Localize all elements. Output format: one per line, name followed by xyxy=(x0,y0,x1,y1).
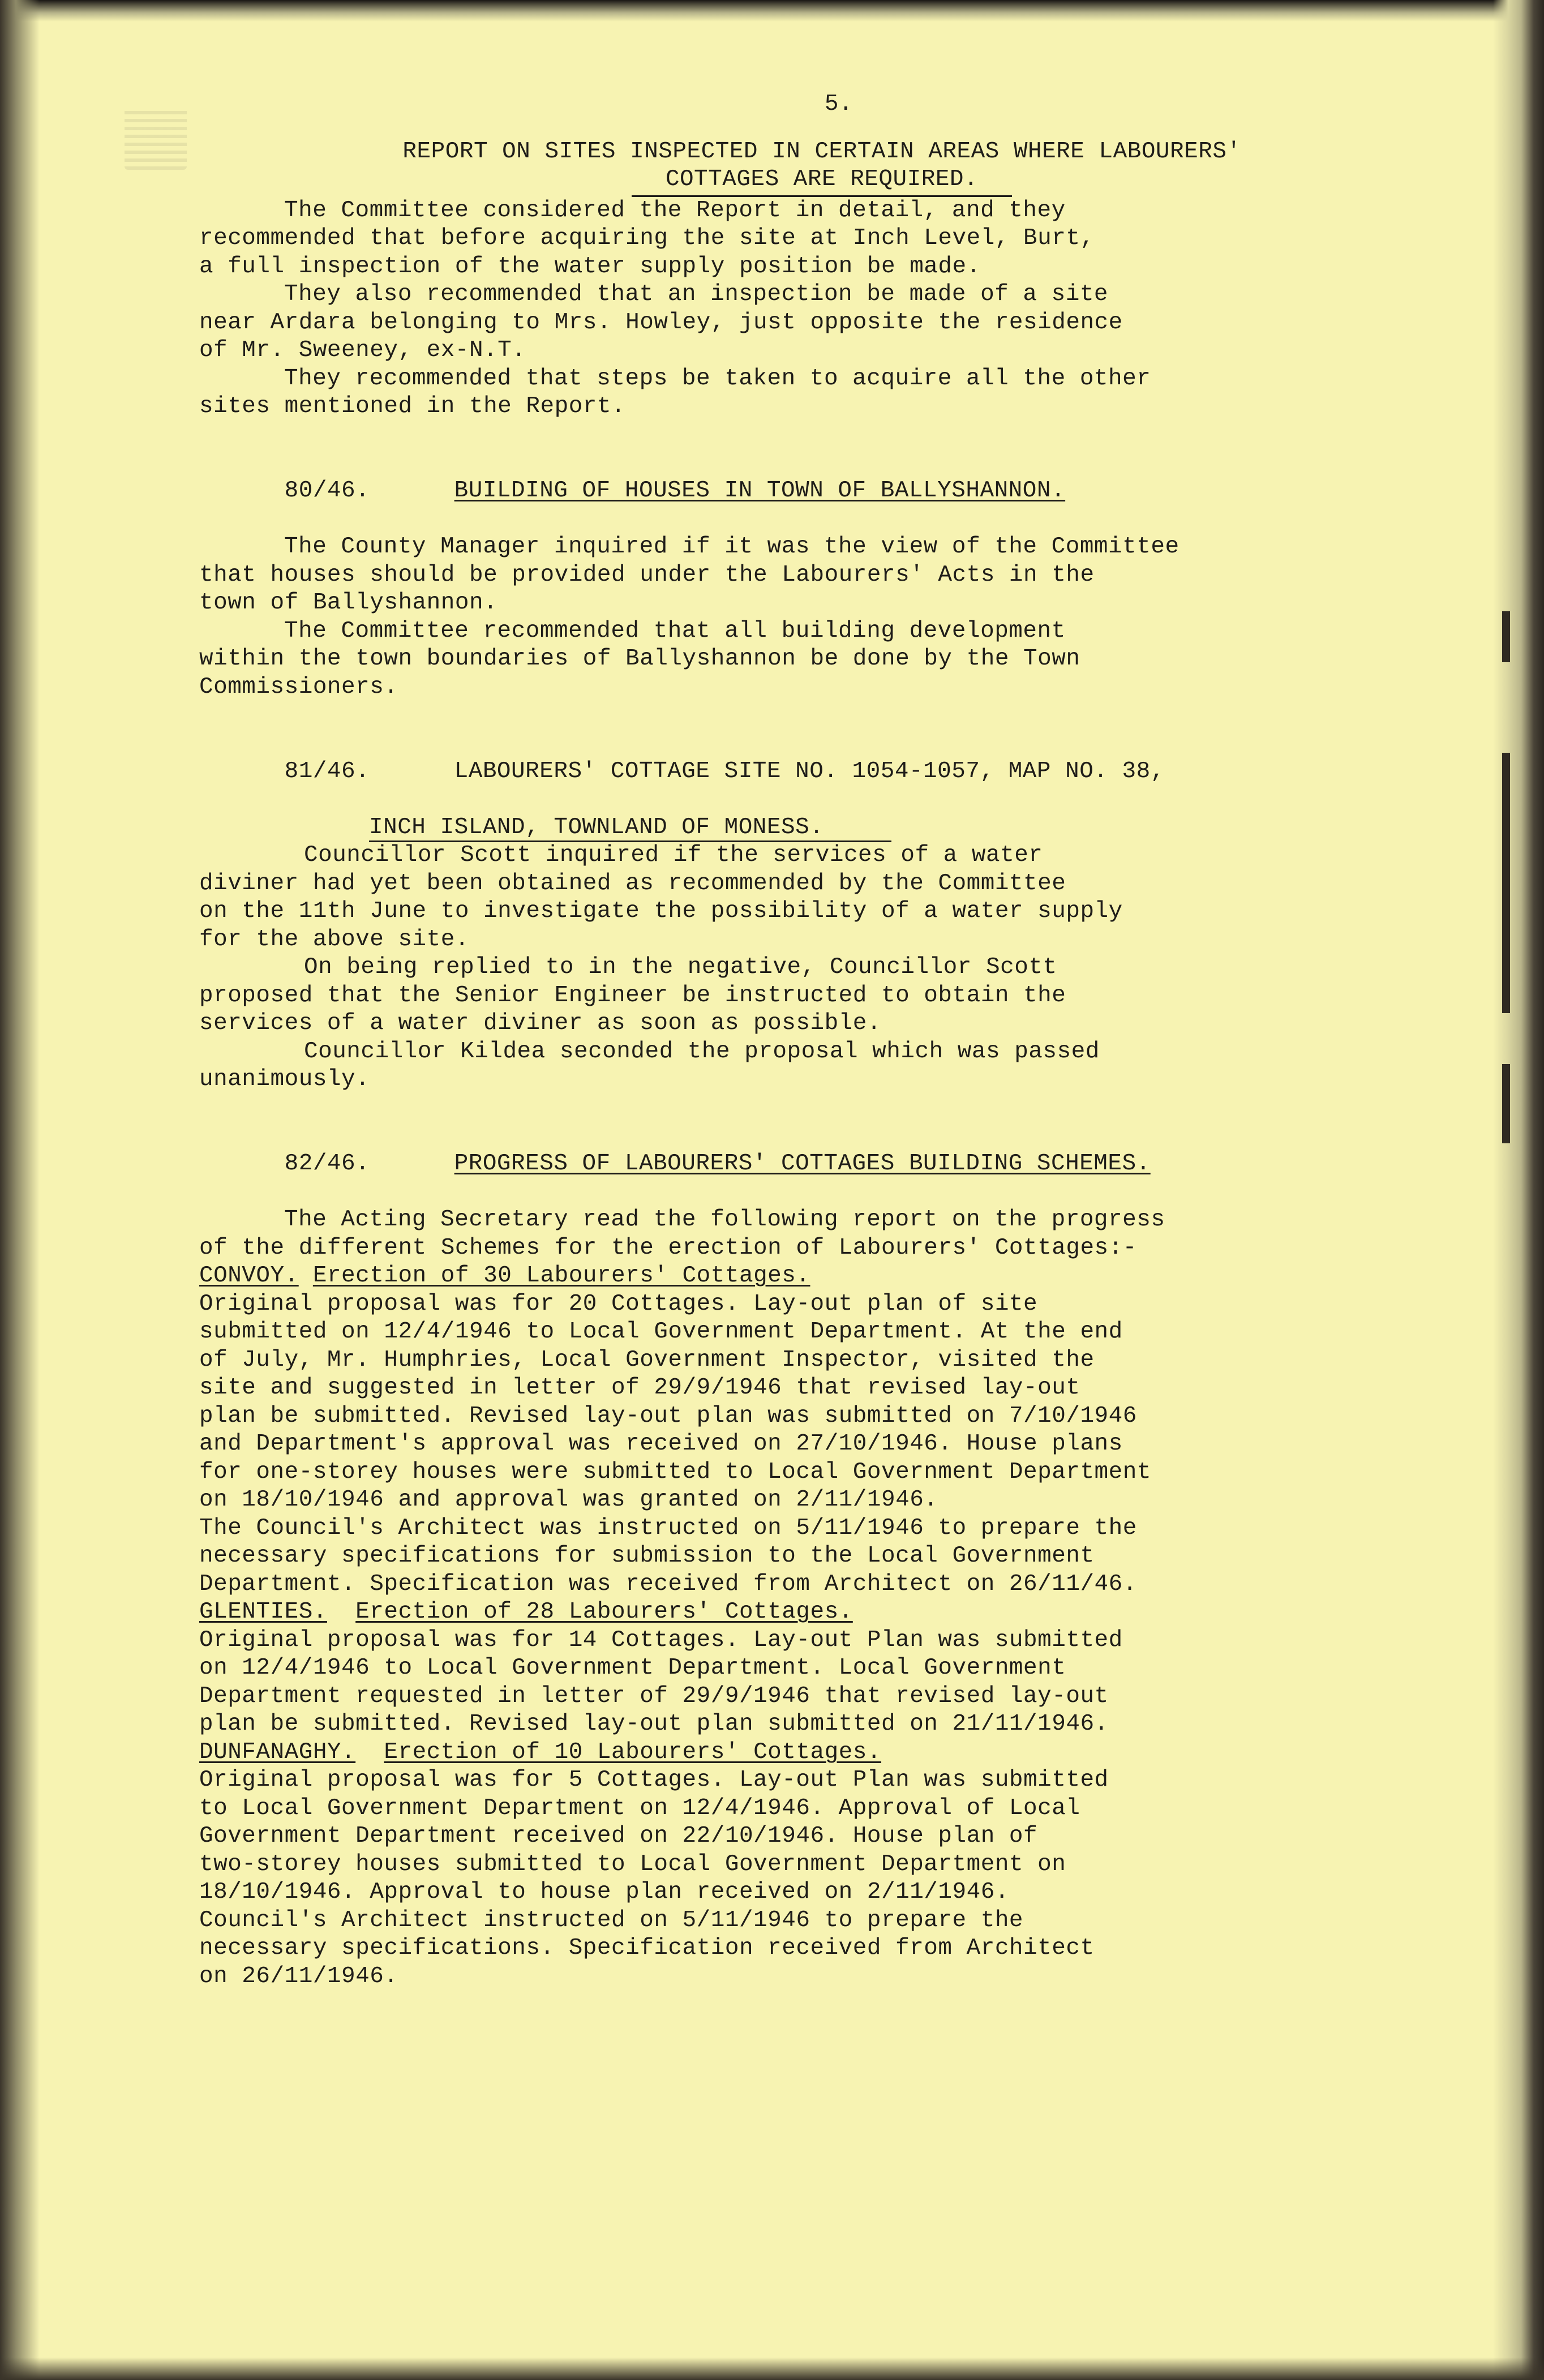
page-bottom-shadow xyxy=(0,2357,1544,2380)
minute-line: on the 11th June to investigate the possibility of a water supply xyxy=(199,898,1123,924)
report-line: They also recommended that an inspection be made of a site xyxy=(284,281,1109,307)
report-heading xyxy=(199,138,1376,197)
report-line: a full inspection of the water supply position be made. xyxy=(199,253,981,280)
minute-line: services of a water diviner as soon as possible. xyxy=(199,1010,881,1036)
report-line: sites mentioned in the Report. xyxy=(199,393,626,419)
minute-82-heading xyxy=(199,1122,1376,1207)
binding-mark xyxy=(1502,1064,1510,1143)
scheme-line: site and suggested in letter of 29/9/1946 that revised lay-out xyxy=(199,1375,1080,1401)
scheme-line: necessary specifications for submission to the Local Government xyxy=(199,1543,1095,1569)
scheme-line: on 26/11/1946. xyxy=(199,1963,398,1989)
report-title-line1: REPORT ON SITES INSPECTED IN CERTAIN AREAS WHERE LABOURERS' xyxy=(402,138,1241,165)
minute-number: 82/46. xyxy=(284,1151,370,1177)
scheme-line: for one-storey houses were submitted to Local Government Department xyxy=(199,1459,1151,1485)
minute-line: Councillor Scott inquired if the services of a water xyxy=(304,842,1043,868)
scheme-line: of July, Mr. Humphries, Local Government Inspector, visited the xyxy=(199,1346,1095,1373)
minute-line: The County Manager inquired if it was the view of the Committee xyxy=(284,534,1180,560)
scheme-place: DUNFANAGHY. xyxy=(199,1739,356,1765)
scheme-line: Original proposal was for 5 Cottages. Lay-out Plan was submitted xyxy=(199,1767,1109,1793)
scheme-line: Original proposal was for 14 Cottages. Lay-out Plan was submitted xyxy=(199,1627,1123,1653)
scheme-line: submitted on 12/4/1946 to Local Government Department. At the end xyxy=(199,1319,1123,1345)
minute-81-heading-cont xyxy=(199,814,1376,842)
binding-mark xyxy=(1502,753,1510,1013)
minute-title: BUILDING OF HOUSES IN TOWN OF BALLYSHANNON. xyxy=(454,478,1066,504)
dunfanaghy-heading xyxy=(199,1739,1376,1767)
scheme-line: plan be submitted. Revised lay-out plan was submitted on 7/10/1946 xyxy=(199,1403,1137,1429)
scheme-title: Erection of 30 Labourers' Cottages. xyxy=(312,1263,810,1289)
minute-line: Councillor Kildea seconded the proposal which was passed xyxy=(304,1038,1100,1065)
minute-line: of the different Schemes for the erection of Labourers' Cottages:- xyxy=(199,1234,1137,1261)
report-line: of Mr. Sweeney, ex-N.T. xyxy=(199,337,526,363)
minute-number: 80/46. xyxy=(284,478,370,504)
scheme-line: Department requested in letter of 29/9/1946 that revised lay-out xyxy=(199,1683,1109,1709)
document-body xyxy=(199,91,1376,1991)
minute-line: diviner had yet been obtained as recommended by the Committee xyxy=(199,870,1066,897)
minute-line: The Acting Secretary read the following report on the progress xyxy=(284,1207,1165,1233)
scheme-place: CONVOY. xyxy=(199,1263,299,1289)
binding-mark xyxy=(1502,611,1510,662)
scheme-line: Original proposal was for 20 Cottages. Lay-out plan of site xyxy=(199,1290,1038,1317)
scheme-title: Erection of 10 Labourers' Cottages. xyxy=(384,1739,882,1765)
scheme-line: Department. Specification was received from Architect on 26/11/46. xyxy=(199,1571,1137,1597)
minute-line: The Committee recommended that all building development xyxy=(284,617,1066,644)
report-line: near Ardara belonging to Mrs. Howley, just opposite the residence xyxy=(199,309,1123,336)
convoy-heading xyxy=(199,1262,1376,1290)
scheme-line: and Department's approval was received on 27/10/1946. House plans xyxy=(199,1431,1123,1457)
minute-line: that houses should be provided under the Labourers' Acts in the xyxy=(199,561,1095,588)
minute-line: town of Ballyshannon. xyxy=(199,590,498,616)
minute-line: for the above site. xyxy=(199,926,469,953)
scheme-line: two-storey houses submitted to Local Government Department on xyxy=(199,1851,1066,1877)
minute-80-heading xyxy=(199,449,1376,534)
minute-title: PROGRESS OF LABOURERS' COTTAGES BUILDING SCHEMES. xyxy=(454,1151,1151,1177)
minute-line: unanimously. xyxy=(199,1066,370,1092)
minute-title-line2: INCH ISLAND, TOWNLAND OF MONESS. xyxy=(369,814,891,842)
minute-line: within the town boundaries of Ballyshannon be done by the Town xyxy=(199,646,1080,672)
scheme-line: plan be submitted. Revised lay-out plan submitted on 21/11/1946. xyxy=(199,1711,1109,1737)
page-right-edge xyxy=(1493,0,1544,2380)
scheme-line: on 12/4/1946 to Local Government Department. Local Government xyxy=(199,1655,1066,1681)
scheme-line: necessary specifications. Specification received from Architect xyxy=(199,1935,1095,1961)
scheme-title: Erection of 28 Labourers' Cottages. xyxy=(355,1599,853,1625)
report-line: The Committee considered the Report in detail, and they xyxy=(284,197,1066,224)
scheme-line: Government Department received on 22/10/1946. House plan of xyxy=(199,1823,1038,1849)
minute-line: proposed that the Senior Engineer be instructed to obtain the xyxy=(199,982,1066,1009)
page-left-shadow xyxy=(0,0,40,2380)
page-number: 5. xyxy=(824,91,854,117)
minute-line: Commissioners. xyxy=(199,674,398,700)
minute-81-heading xyxy=(199,730,1376,814)
report-title-line2: COTTAGES ARE REQUIRED. xyxy=(632,166,1012,197)
minute-line: On being replied to in the negative, Councillor Scott xyxy=(304,954,1057,980)
report-line: recommended that before acquiring the site at Inch Level, Burt, xyxy=(199,225,1095,251)
minute-number: 81/46. xyxy=(284,758,370,784)
report-line: They recommended that steps be taken to acquire all the other xyxy=(284,365,1151,392)
faded-stamp xyxy=(125,108,187,170)
minute-title: LABOURERS' COTTAGE SITE NO. 1054-1057, MAP NO. 38, xyxy=(454,758,1165,784)
glenties-heading xyxy=(199,1598,1376,1627)
scheme-line: Council's Architect instructed on 5/11/1946 to prepare the xyxy=(199,1907,1024,1933)
scheme-place: GLENTIES. xyxy=(199,1599,327,1625)
scheme-line: to Local Government Department on 12/4/1946. Approval of Local xyxy=(199,1795,1080,1821)
scheme-line: 18/10/1946. Approval to house plan received on 2/11/1946. xyxy=(199,1879,1009,1905)
page-top-shadow xyxy=(0,0,1544,22)
scheme-line: The Council's Architect was instructed on 5/11/1946 to prepare the xyxy=(199,1515,1137,1541)
scheme-line: on 18/10/1946 and approval was granted on 2/11/1946. xyxy=(199,1487,938,1513)
